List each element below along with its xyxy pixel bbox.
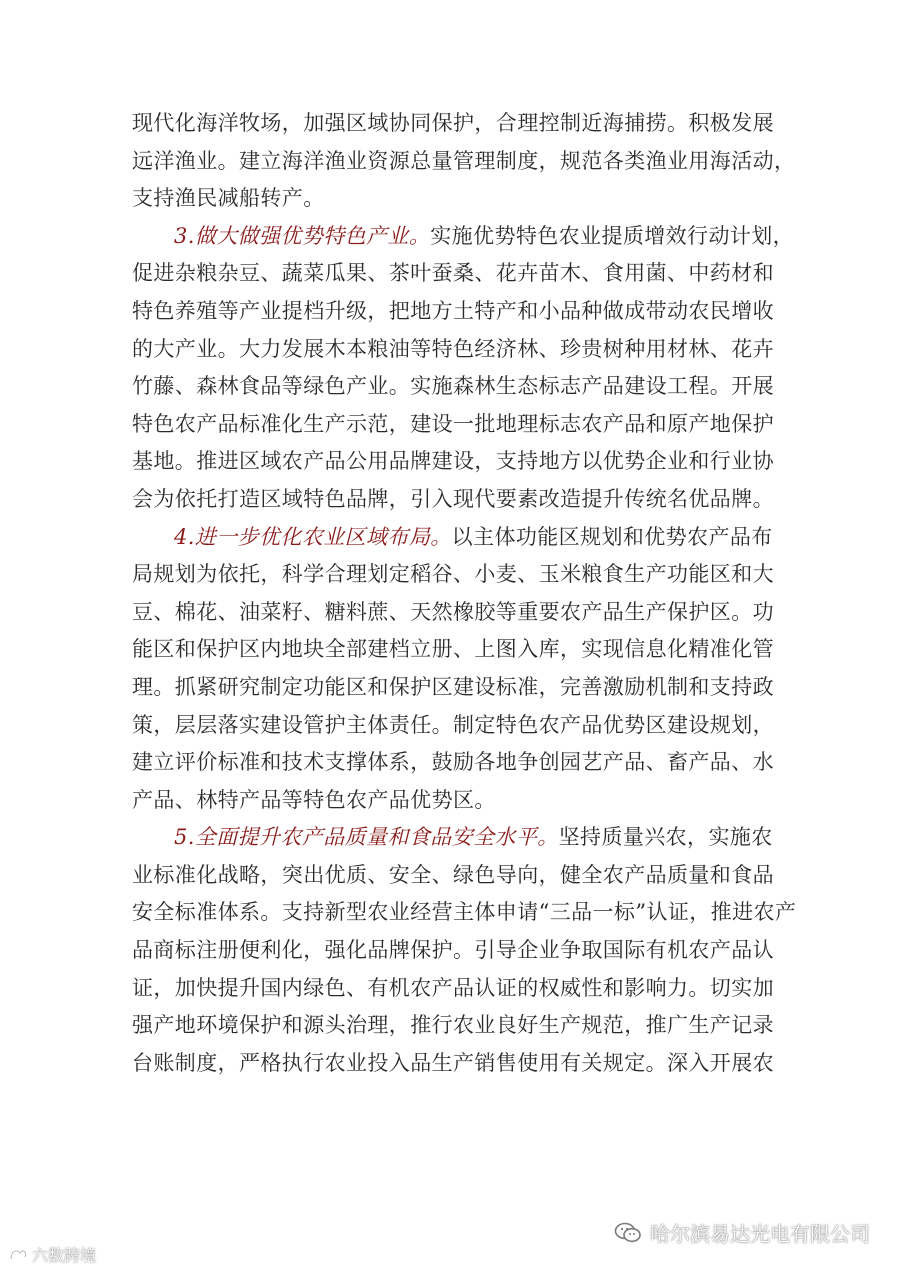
text-line — [132, 744, 782, 782]
text-line — [132, 406, 782, 444]
text-line — [132, 180, 782, 218]
text-line — [132, 857, 782, 895]
text-line — [132, 894, 797, 932]
wechat-icon — [614, 1222, 642, 1244]
line-text: 以主体功能区规划和优势农产品布 — [451, 524, 773, 549]
line-text: 台账制度，严格执行农业投入品生产销售使用有关规定。深入开展农 — [132, 1050, 774, 1075]
line-text: 理。抓紧研究制定功能区和保护区建设标准，完善激励机制和支持政 — [132, 674, 774, 699]
text-line — [132, 1007, 782, 1045]
line-text: 坚持质量兴农，实施农 — [558, 825, 773, 850]
line-text: 基地。推进区域农产品公用品牌建设，支持地方以优势企业和行业协 — [132, 449, 774, 474]
line-text: 会为依托打造区域特色品牌，引入现代要素改造提升传统名优品牌。 — [132, 486, 774, 511]
text-line — [132, 519, 782, 557]
text-line — [132, 669, 782, 707]
line-text: 特色农产品标准化生产示范，建设一批地理标志农产品和原产地保护 — [132, 411, 774, 436]
line-text: 品商标注册便利化，强化品牌保护。引导企业争取国际有机农产品认 — [132, 938, 774, 963]
line-text: 的大产业。大力发展木本粮油等特色经济林、珍贵树种用材林、花卉 — [132, 336, 774, 361]
text-line — [132, 293, 782, 331]
line-text: 竹藤、森林食品等绿色产业。实施森林生态标志产品建设工程。开展 — [132, 374, 774, 399]
watermark-left-text: 六数跨境 — [32, 1246, 97, 1265]
watermark-left — [8, 1243, 96, 1266]
line-text: 能区和保护区内地块全部建档立册、上图入库，实现信息化精准化管 — [132, 637, 774, 662]
line-text: 强产地环境保护和源头治理，推行农业良好生产规范，推广生产记录 — [132, 1013, 774, 1038]
section-heading: 3.做大做强优势特色产业。 — [174, 223, 431, 248]
text-line — [132, 932, 782, 970]
line-text: 业标准化战略，突出优质、安全、绿色导向，健全农产品质量和食品 — [132, 862, 774, 887]
line-text: 局规划为依托，科学合理划定稻谷、小麦、玉米粮食生产功能区和大 — [132, 562, 774, 587]
text-line — [132, 594, 782, 632]
text-line — [132, 970, 782, 1008]
line-text: 支持渔民减船转产。 — [132, 186, 325, 211]
text-line — [132, 331, 782, 369]
section-heading: 5.全面提升农产品质量和食品安全水平。 — [174, 825, 559, 850]
text-line — [132, 707, 782, 745]
text-line — [132, 481, 782, 519]
document-body — [132, 105, 797, 1082]
text-line — [132, 105, 782, 143]
text-line — [132, 1045, 782, 1083]
line-text: 建立评价标准和技术支撑体系，鼓励各地争创园艺产品、畜产品、水 — [132, 750, 774, 775]
text-line — [132, 255, 782, 293]
text-line — [132, 819, 782, 857]
line-text: 实施优势特色农业提质增效行动计划， — [430, 223, 795, 248]
logo-icon — [8, 1247, 28, 1263]
watermark-right — [614, 1218, 870, 1247]
line-text: 证，加快提升国内绿色、有机农产品认证的权威性和影响力。切实加 — [132, 975, 774, 1000]
text-line — [132, 631, 782, 669]
line-text: 促进杂粮杂豆、蔬菜瓜果、茶叶蚕桑、花卉苗木、食用菌、中药材和 — [132, 261, 774, 286]
text-line — [132, 782, 782, 820]
text-line — [132, 143, 796, 181]
line-text: 产品、林特产品等特色农产品优势区。 — [132, 787, 496, 812]
line-text: 现代化海洋牧场，加强区域协同保护，合理控制近海捕捞。积极发展 — [132, 111, 774, 135]
line-text: 特色养殖等产业提档升级，把地方土特产和小品种做成带动农民增收 — [132, 298, 774, 323]
line-text: 远洋渔业。建立海洋渔业资源总量管理制度，规范各类渔业用海活动， — [132, 148, 796, 173]
line-text: 豆、棉花、油菜籽、糖料蔗、天然橡胶等重要农产品生产保护区。功 — [132, 599, 774, 624]
text-line — [132, 218, 795, 256]
line-text: 安全标准体系。支持新型农业经营主体申请“三品一标”认证，推进农产 — [132, 900, 797, 925]
text-line — [132, 556, 782, 594]
text-line — [132, 443, 782, 481]
section-heading: 4.进一步优化农业区域布局。 — [174, 524, 452, 549]
text-line — [132, 368, 782, 406]
watermark-right-text: 哈尔滨易达光电有限公司 — [650, 1222, 870, 1246]
line-text: 策，层层落实建设管护主体责任。制定特色农产品优势区建设规划， — [132, 712, 774, 737]
